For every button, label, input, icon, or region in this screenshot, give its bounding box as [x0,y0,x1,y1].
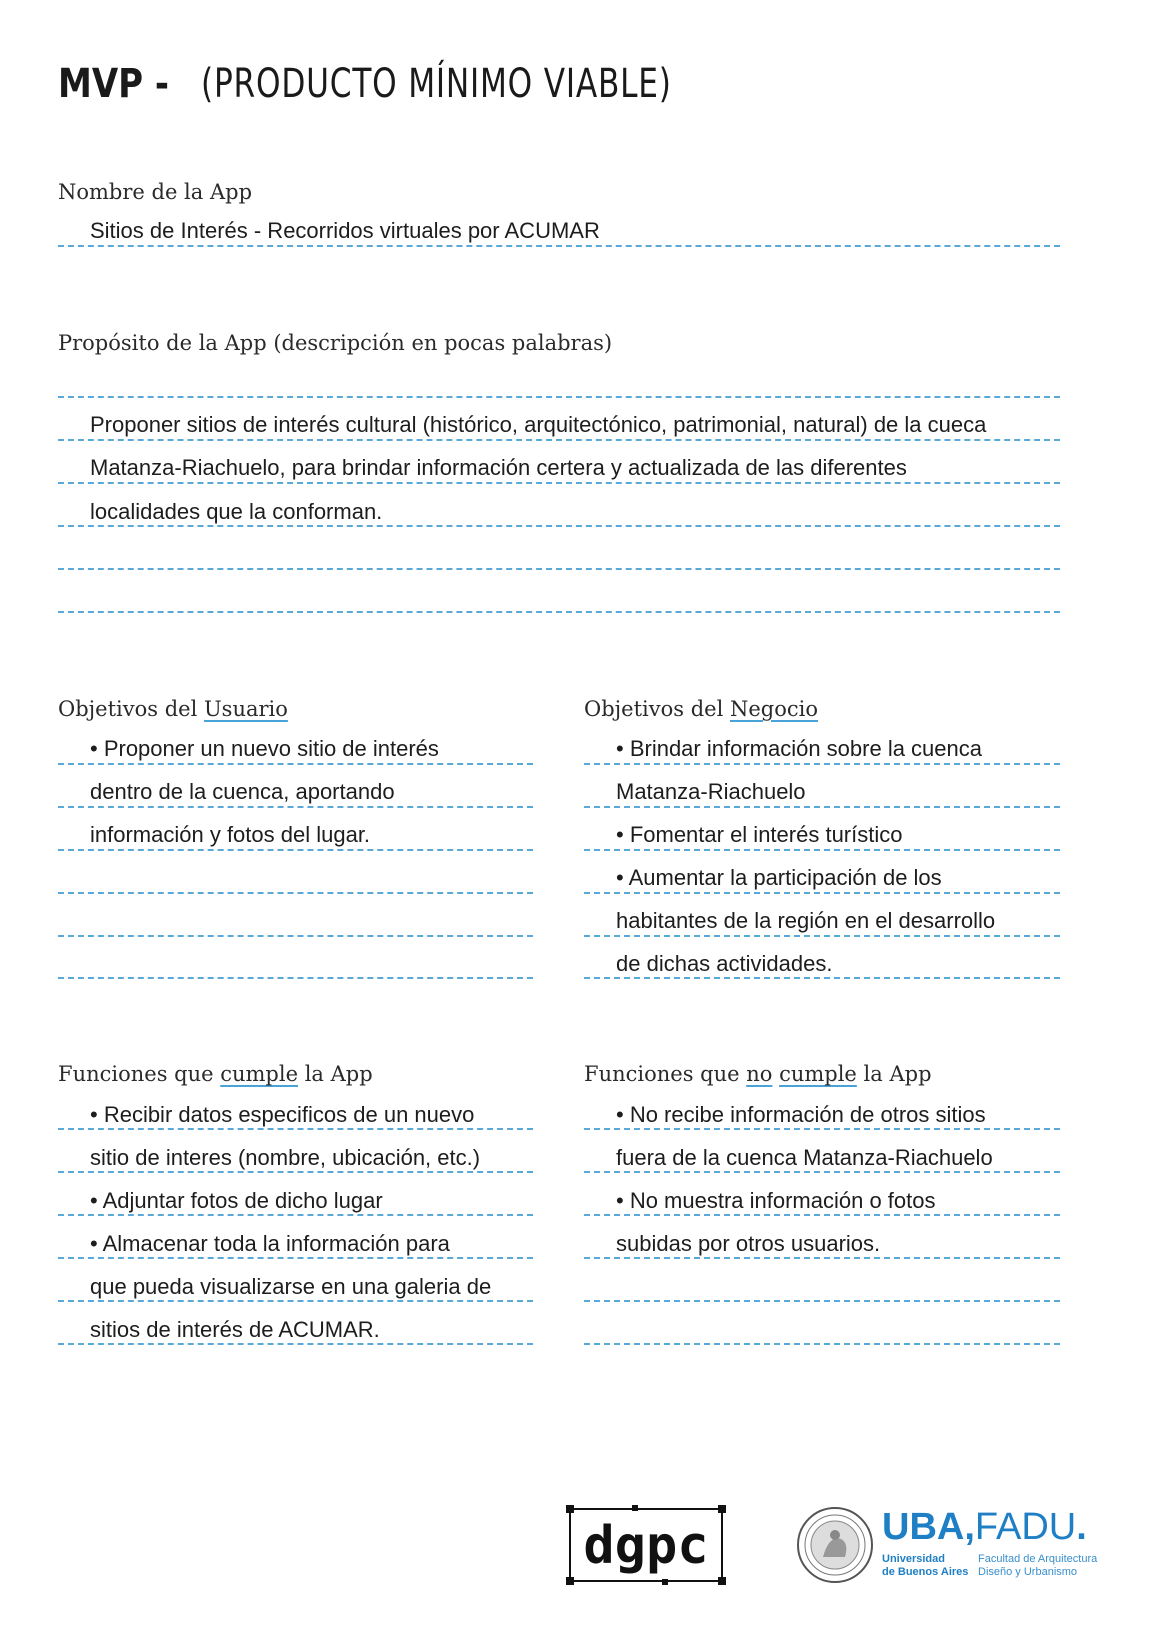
label-prefix: Objetivos del [584,697,730,721]
label-emphasis: Negocio [729,697,818,721]
label-prefix: Objetivos del [58,697,204,721]
purpose-line-2: Matanza-Riachuelo, para brindar información certera y actualizada de las diferentes [90,455,907,480]
purpose-line-1: Proponer sitios de interés cultural (histórico, arquitectónico, patrimonial, natural) de la cueca [90,412,987,437]
rule-line [584,935,1060,937]
label-emphasis: Usuario [203,697,288,721]
rule-line [58,849,533,851]
rule-line [58,806,533,808]
user-goals-label [58,697,288,721]
app-name-label: Nombre de la App [58,180,253,204]
rule-line [58,1128,533,1130]
rule-line [58,935,533,937]
function-yes-line-2: sitio de interes (nombre, ubicación, etc.) [90,1145,481,1170]
dgpc-frame [566,1505,726,1585]
label-prefix: Funciones que [584,1062,747,1086]
business-goal-line-3: • Fomentar el interés turístico [616,822,903,847]
function-yes-line-6: sitios de interés de ACUMAR. [90,1317,380,1342]
uba-sub-right-1: Facultad de Arquitectura [978,1553,1098,1565]
title-light: (PRODUCTO MÍNIMO VIABLE) [201,61,673,107]
function-no-line-1: • No recibe información de otros sitios [616,1102,986,1127]
business-goals-label [584,697,818,721]
rule-line [584,1257,1060,1259]
label-suffix: la App [298,1062,373,1086]
rule-line [584,849,1060,851]
rule-line [584,1343,1060,1345]
business-goal-line-2: Matanza-Riachuelo [616,779,806,804]
function-yes-line-4: • Almacenar toda la información para [90,1231,450,1256]
uba-sub-left [882,1553,968,1579]
rule-line [58,482,1060,484]
business-goal-line-6: de dichas actividades. [616,951,833,976]
functions-no-label [584,1062,932,1086]
rule-line [58,245,1060,247]
title-bold: MVP - [58,61,170,107]
rule-line [58,1257,533,1259]
function-no-line-4: subidas por otros usuarios. [616,1231,881,1256]
label-suffix: la App [856,1062,932,1086]
uba-sub-left-2: de Buenos Aires [882,1566,969,1578]
business-goal-line-1: • Brindar información sobre la cuenca [616,736,982,761]
uba-sub-left-1: Universidad [882,1553,945,1565]
function-yes-line-5: que pueda visualizarse en una galeria de [90,1274,492,1299]
app-name-value: Sitios de Interés - Recorridos virtuales por ACUMAR [90,218,600,243]
dgpc-logo [566,1505,726,1585]
business-goal-line-4: • Aumentar la participación de los [616,865,942,890]
uba-sub-right [978,1553,1097,1579]
rule-line [58,1214,533,1216]
user-goal-line-1: • Proponer un nuevo sitio de interés [90,736,439,761]
rule-line [58,611,1060,613]
rule-line [58,439,1060,441]
user-goal-line-2: dentro de la cuenca, aportando [90,779,395,804]
rule-line [58,568,1060,570]
rule-line [584,977,1060,979]
functions-yes-label [58,1062,373,1086]
rule-line [58,396,1060,398]
purpose-line-3: localidades que la conforman. [90,499,383,524]
rule-line [58,525,1060,527]
rule-line [584,1214,1060,1216]
uba-sub-right-2: Diseño y Urbanismo [978,1566,1078,1578]
rule-line [584,763,1060,765]
label-emphasis-no: no [746,1062,773,1086]
function-no-line-3: • No muestra información o fotos [616,1188,936,1213]
label-emphasis: cumple [220,1062,299,1086]
page-title [58,58,805,110]
fadu-wordmark: FADU [974,1506,1077,1548]
uba-wordmark: UBA, [882,1506,975,1548]
uba-fadu-wordmark [882,1507,1087,1547]
rule-line [584,892,1060,894]
uba-fadu-logo [882,1505,1122,1585]
function-yes-line-1: • Recibir datos especificos de un nuevo [90,1102,475,1127]
rule-line [58,892,533,894]
rule-line [58,1171,533,1173]
rule-line [584,1128,1060,1130]
rule-line [584,806,1060,808]
function-no-line-2: fuera de la cuenca Matanza-Riachuelo [616,1145,993,1170]
rule-line [58,1300,533,1302]
purpose-label: Propósito de la App (descripción en pocas palabras) [58,331,613,355]
rule-line [584,1171,1060,1173]
dgpc-text: dgpc [583,1516,709,1576]
label-emphasis-cumple: cumple [779,1062,857,1086]
rule-line [58,1343,533,1345]
function-yes-line-3: • Adjuntar fotos de dicho lugar [90,1188,383,1213]
rule-line [584,1300,1060,1302]
uba-seal-icon [795,1505,875,1585]
user-goal-line-3: información y fotos del lugar. [90,822,371,847]
rule-line [58,763,533,765]
rule-line [58,977,533,979]
business-goal-line-5: habitantes de la región en el desarrollo [616,908,996,933]
fadu-dot: . [1076,1506,1087,1548]
label-prefix: Funciones que [58,1062,221,1086]
